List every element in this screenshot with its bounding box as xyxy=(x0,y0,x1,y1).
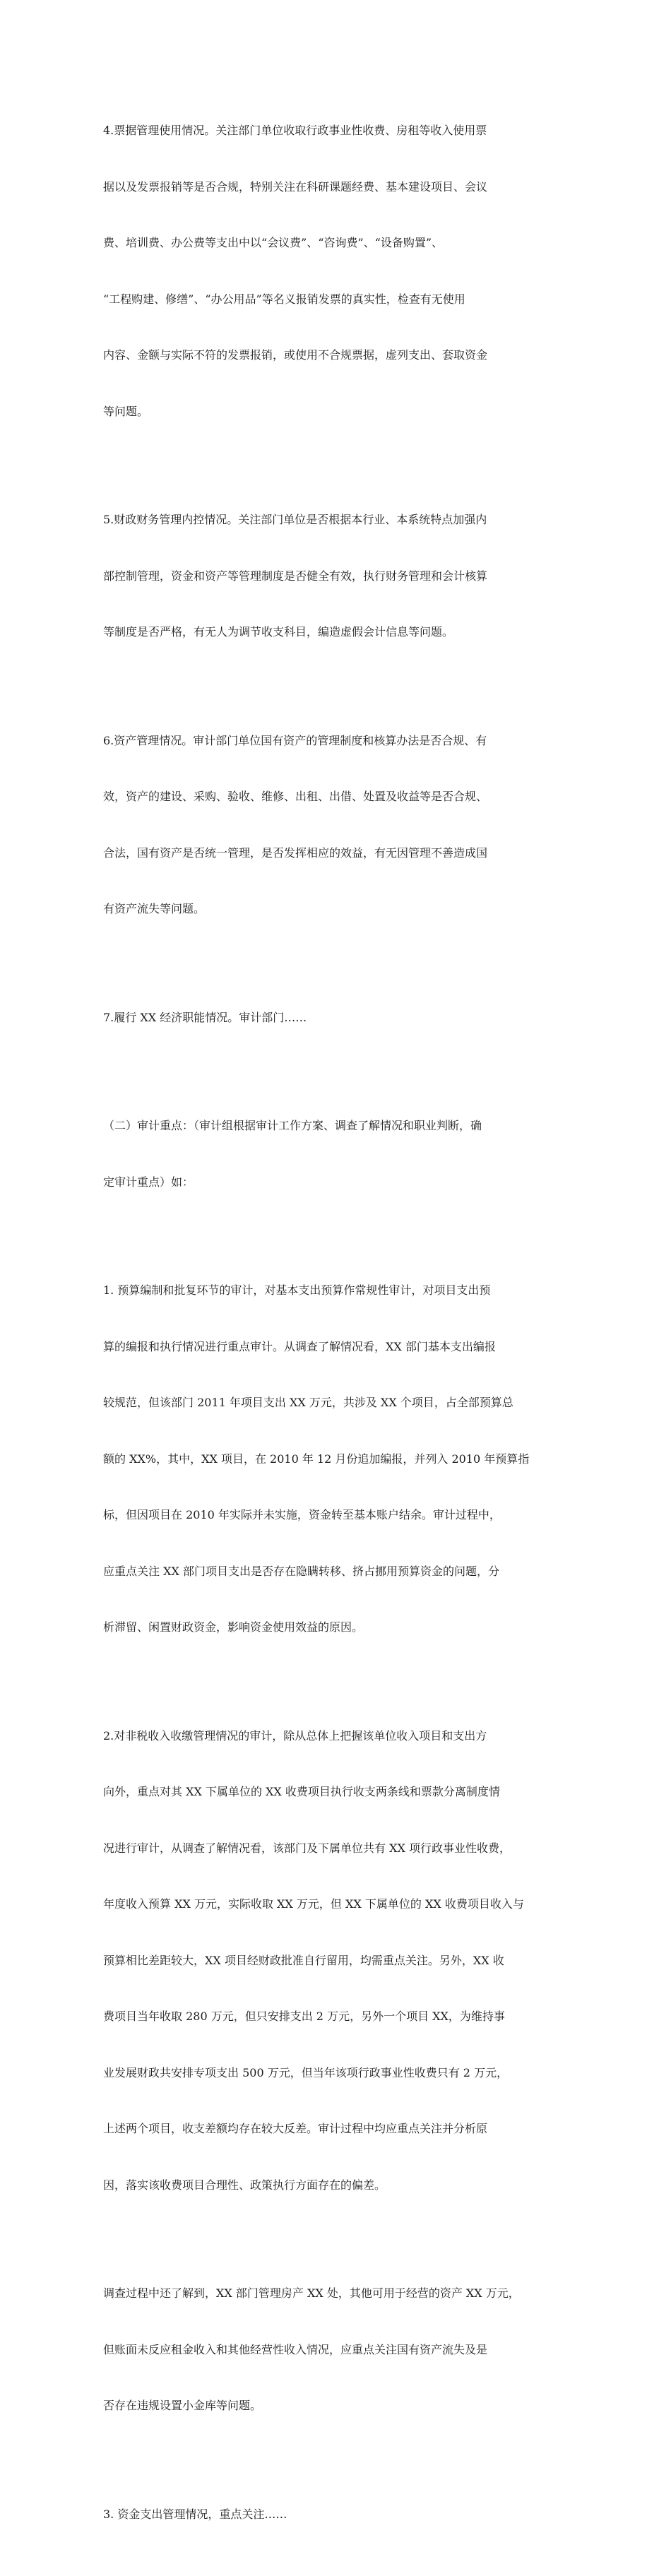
text-line: 7.履行 XX 经济职能情况。审计部门…… xyxy=(103,1010,307,1024)
text-line: 合法，国有资产是否统一管理，是否发挥相应的效益，有无因管理不善造成国 xyxy=(103,845,488,860)
text-line: 向外，重点对其 XX 下属单位的 XX 收费项目执行收支两条线和票款分离制度情 xyxy=(103,1785,500,1798)
text-line: 较规范，但该部门 2011 年项目支出 XX 万元，共涉及 XX 个项目，占全部预算总 xyxy=(103,1396,513,1409)
text-line: （二）审计重点：（审计组根据审计工作方案、调查了解情况和职业判断，确 xyxy=(103,1119,482,1132)
text-line: 析滞留、闲置财政资金，影响资金使用效益的原因。 xyxy=(103,1620,364,1634)
text-line: 3. 资金支出管理情况，重点关注…… xyxy=(103,2507,287,2521)
text-line: 因，落实该收费项目合理性、政策执行方面存在的偏差。 xyxy=(103,2178,386,2192)
text-line: 年度收入预算 XX 万元，实际收取 XX 万元，但 XX 下属单位的 XX 收费项目收入与 xyxy=(103,1897,524,1911)
text-line: 应重点关注 XX 部门项目支出是否存在隐瞒转移、挤占挪用预算资金的问题，分 xyxy=(103,1564,499,1578)
paragraph-internal-control xyxy=(103,473,572,679)
paragraph-ticket-management xyxy=(103,84,572,458)
text-line: 上述两个项目，收支差额均存在较大反差。审计过程中均应重点关注并分析原 xyxy=(103,2122,488,2135)
text-line: 况进行审计，从调查了解情况看，该部门及下属单位共有 XX 项行政事业性收费， xyxy=(103,1841,511,1855)
text-line: 算的编报和执行情况进行重点审计。从调查了解情况看，XX 部门基本支出编报 xyxy=(103,1339,496,1353)
text-line: 2.对非税收入收缴管理情况的审计，除从总体上把握该单位收入项目和支出方 xyxy=(103,1728,487,1743)
paragraph-investigation-findings xyxy=(103,2247,572,2453)
text-line: 5.财政财务管理内控情况。关注部门单位是否根据本行业、本系统特点加强内 xyxy=(103,513,487,526)
text-line: 等问题。 xyxy=(103,404,149,418)
text-line: 业发展财政共安排专项支出 500 万元，但当年该项行政事业性收费只有 2 万元， xyxy=(103,2065,509,2079)
text-line: 定审计重点）如： xyxy=(103,1175,194,1189)
text-line: 标，但因项目在 2010 年实际并未实施，资金转至基本账户结余。审计过程中， xyxy=(103,1508,501,1521)
paragraph-audit-focus-heading xyxy=(103,1079,572,1229)
text-line: 等制度是否严格，有无人为调节收支科目，编造虚假会计信息等问题。 xyxy=(103,625,454,639)
text-line: “工程购建、修缮”、“办公用品”等名义报销发票的真实性，检查有无使用 xyxy=(103,292,465,306)
document-page xyxy=(103,84,572,2576)
text-line: 效，资产的建设、采购、验收、维修、出租、出借、处置及收益等是否合规、 xyxy=(103,790,488,803)
text-line: 费、培训费、办公费等支出中以“会议费”、“咨询费”、“设备购置”、 xyxy=(103,236,444,249)
paragraph-economic-function xyxy=(103,971,572,1065)
paragraph-asset-management xyxy=(103,694,572,956)
text-line: 有资产流失等问题。 xyxy=(103,902,206,915)
text-line: 否存在违规设置小金库等问题。 xyxy=(103,2399,262,2412)
text-line: 但账面未反应租金收入和其他经营性收入情况，应重点关注国有资产流失及是 xyxy=(103,2342,488,2356)
text-line: 部控制管理，资金和资产等管理制度是否健全有效，执行财务管理和会计核算 xyxy=(103,569,488,583)
paragraph-fund-expenditure xyxy=(103,2468,572,2562)
paragraph-budget-audit xyxy=(103,1244,572,1675)
paragraph-nontax-revenue xyxy=(103,1690,572,2233)
text-line: 费项目当年收取 280 万元，但只安排支出 2 万元，另外一个项目 XX，为维持事 xyxy=(103,2010,505,2023)
text-line: 据以及发票报销等是否合规，特别关注在科研课题经费、基本建设项目、会议 xyxy=(103,179,488,194)
text-line: 6.资产管理情况。审计部门单位国有资产的管理制度和核算办法是否合规、有 xyxy=(103,733,487,747)
text-line: 1. 预算编制和批复环节的审计，对基本支出预算作常规性审计，对项目支出预 xyxy=(103,1283,491,1297)
text-line: 4.票据管理使用情况。关注部门单位收取行政事业性收费、房租等收入使用票 xyxy=(103,124,487,137)
text-line: 预算相比差距较大，XX 项目经财政批准自行留用，均需重点关注。另外，XX 收 xyxy=(103,1953,504,1967)
text-line: 调查过程中还了解到，XX 部门管理房产 XX 处，其他可用于经营的资产 XX 万元， xyxy=(103,2286,520,2300)
text-line: 内容、金额与实际不符的发票报销，或使用不合规票据，虚列支出、套取资金 xyxy=(103,348,488,362)
text-line: 额的 XX%，其中，XX 项目，在 2010 年 12 月份追加编报，并列入 2010 年预算指 xyxy=(103,1452,530,1466)
